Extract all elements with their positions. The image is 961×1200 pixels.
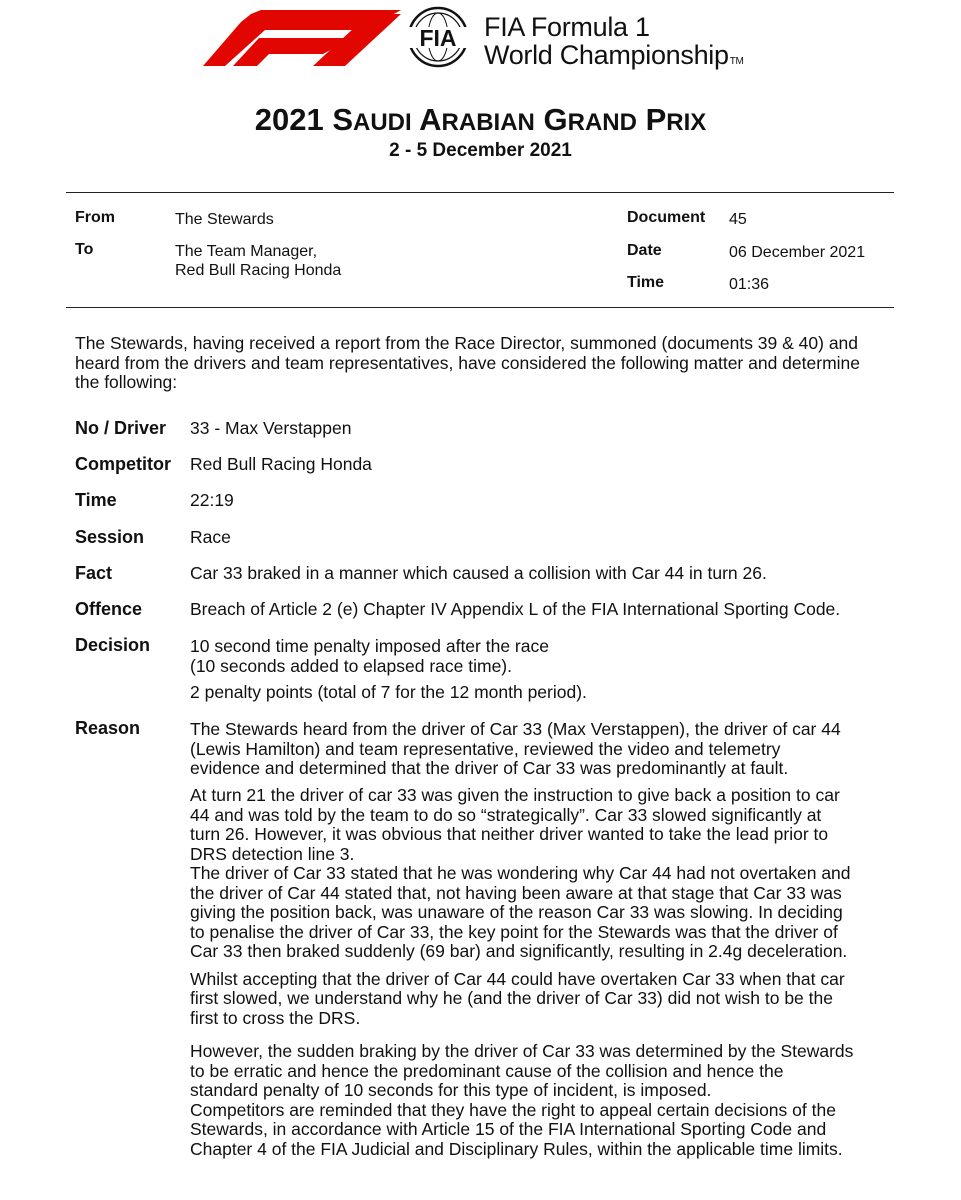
reason-line: 44 and was told by the team to do so “strategically”. Car 33 slowed significantly at: [190, 804, 822, 825]
intro-paragraph: The Stewards, having received a report from the Race Director, summoned (documents 39 & 40) and heard from the drivers and team representatives, have considered the following matter and determine the following:: [75, 333, 861, 392]
reason-line: Chapter 4 of the FIA Judicial and Disciplinary Rules, within the applicable time limits.: [190, 1138, 843, 1159]
competitor-label: Competitor: [75, 454, 171, 474]
header-divider: [66, 192, 894, 193]
brand-line-2: [484, 42, 744, 69]
reason-paragraph-2: [190, 786, 890, 1028]
decision-line-3: 2 penalty points (total of 7 for the 12 month period).: [190, 682, 587, 702]
fia-seal-icon: [398, 6, 478, 68]
reason-line: turn 26. However, it was obvious that neither driver wanted to take the lead prior to: [190, 824, 829, 844]
reason-paragraph-1: [190, 720, 890, 779]
reason-line: At turn 21 the driver of car 33 was given the instruction to give back a position to car: [190, 785, 840, 805]
event-dates: 2 - 5 December 2021: [389, 140, 572, 161]
brand-line-2-text: World Championship: [484, 40, 729, 70]
reason-line: to be erratic and hence the predominant cause of the collision and hence the: [190, 1060, 784, 1081]
to-value: The Team Manager, Red Bull Racing Honda: [175, 243, 342, 279]
session-value: Race: [190, 527, 231, 547]
reason-line: to penalise the driver of Car 33, the key point for the Stewards was that the driver of: [190, 921, 838, 942]
document-value: 45: [729, 211, 747, 228]
reason-line: However, the sudden braking by the driver of Car 33 was determined by the Stewards: [190, 1041, 854, 1061]
reason-line: The Stewards heard from the driver of Car 33 (Max Verstappen), the driver of car 44: [190, 719, 841, 739]
memo-divider: [66, 307, 894, 308]
decision-label: Decision: [75, 635, 151, 655]
competitor-value: Red Bull Racing Honda: [190, 454, 372, 474]
decision-line-2: (10 seconds added to elapsed race time).: [190, 656, 512, 676]
page-title: 2021 SAUDI ARABIAN GRAND PRIX: [254, 102, 707, 137]
reason-line: DRS detection line 3.: [190, 843, 355, 864]
reason-line: evidence and determined that the driver of Car 33 was predominantly at fault.: [190, 758, 789, 778]
from-label: From: [75, 209, 115, 226]
reason-line: first to cross the DRS.: [190, 1007, 361, 1028]
driver-label: No / Driver: [75, 418, 167, 438]
time-value: 01:36: [729, 276, 770, 293]
incident-time-value: 22:19: [190, 490, 234, 510]
brand-line-1: FIA Formula 1: [484, 12, 650, 42]
incident-time-label: Time: [75, 490, 117, 510]
reason-label: Reason: [75, 718, 141, 738]
highlighted-reason-line: Car 33 then braked suddenly (69 bar) and significantly, resulting in 2.4g deceleration.: [190, 942, 890, 962]
offence-value: Breach of Article 2 (e) Chapter IV Appendix L of the FIA International Sporting Code.: [190, 599, 841, 619]
fact-value: Car 33 braked in a manner which caused a collision with Car 44 in turn 26.: [190, 563, 767, 583]
document-label: Document: [627, 209, 706, 226]
seal-text: FIA: [419, 25, 457, 51]
driver-value: 33 - Max Verstappen: [190, 418, 352, 438]
fact-label: Fact: [75, 563, 113, 583]
decision-line-1: 10 second time penalty imposed after the race: [190, 636, 549, 656]
reason-line: Stewards, in accordance with Article 15 of the FIA International Sporting Code and: [190, 1119, 827, 1139]
reason-line: Competitors are reminded that they have the right to appeal certain decisions of the: [190, 1099, 836, 1120]
time-label: Time: [627, 274, 665, 291]
to-label: To: [75, 241, 94, 258]
session-label: Session: [75, 527, 145, 547]
reason-line: first slowed, we understand why he (and the driver of Car 33) did not wish to be the: [190, 988, 833, 1008]
trademark: TM: [729, 56, 744, 67]
reason-line: giving the position back, was unaware of the reason Car 33 was slowing. In deciding: [190, 902, 843, 922]
reason-line: Whilst accepting that the driver of Car 44 could have overtaken Car 33 when that car: [190, 968, 845, 989]
reason-line: standard penalty of 10 seconds for this type of incident, is imposed.: [190, 1080, 712, 1100]
reason-line: (Lewis Hamilton) and team representative, reviewed the video and telemetry: [190, 738, 781, 759]
date-label: Date: [627, 242, 662, 259]
offence-label: Offence: [75, 599, 143, 619]
date-value: 06 December 2021: [729, 244, 866, 261]
reason-line: The driver of Car 33 stated that he was wondering why Car 44 had not overtaken and: [190, 863, 851, 883]
from-value: The Stewards: [175, 211, 274, 228]
reason-line: the driver of Car 44 stated that, not having been aware at that stage that Car 33 was: [190, 882, 842, 903]
f1-logo: [203, 10, 401, 66]
reason-paragraph-3: [190, 1042, 890, 1159]
